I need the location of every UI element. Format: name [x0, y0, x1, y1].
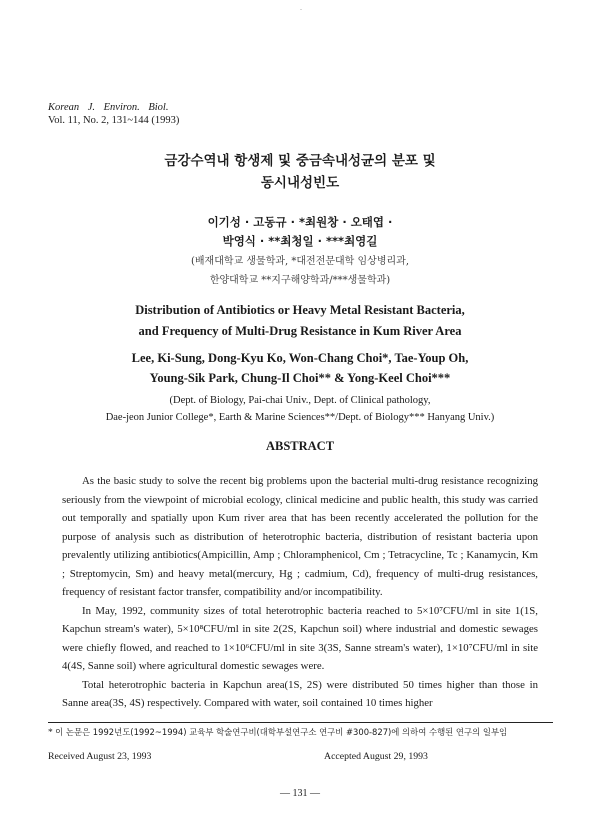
abstract-paragraph-2: In May, 1992, community sizes of total heterotrophic bacteria reached to 5×10⁷CFU/ml in site 1(1S, Kapchun stream's water), 5×10⁸CFU/ml in site 2(2S, Kapchun soil) where industrial and domestic sewages were chiefly flowed, and reached to 1×10⁶CFU/ml in site 3(3S, Sanne stream's water), 1×10⁷CFU/ml in site 4(4S, Sanne soil) where agricultural domestic sewages were.	[62, 604, 538, 672]
korean-title-line-2: 동시내성빈도	[260, 175, 340, 191]
footnote-text: 이 논문은 1992년도(1992~1994) 교육부 학술연구비(대학부설연구소 연구비 #300-827)에 의하여 수행된 연구의 일부임	[55, 727, 508, 737]
english-title-line-2: and Frequency of Multi-Drug Resistance in Kum River Area	[138, 324, 462, 338]
abstract-paragraph-1: As the basic study to solve the recent big problems upon the bacterial multi-drug resistance recognizing seriously from the viewpoint of microbial ecology, clinical medicine and public health, this study was carried out temporally and spatially upon Kum river area that has been recently accelerated the pollution for the purpose of analysis such as distribution of heterotrophic bacteria, distribution of resistant bacteria upon prevalently utilizing antibiotics(Ampicillin, Amp ; Chloramphenicol, Cm ; Tetracycline, Tc ; Kanamycin, Km ; Streptomycin, Sm) and heavy metal(mercury, Hg ; cadmium, Cd), frequency of multi-drug resistances, frequency of resistant factor transfer, compatibility and/or incompatibility.	[62, 475, 538, 598]
english-title-line-1: Distribution of Antibiotics or Heavy Metal Resistant Bacteria,	[135, 303, 465, 317]
page-number: — 131 —	[280, 788, 320, 799]
abstract-paragraph-3: Total heterotrophic bacteria in Kapchun area(1S, 2S) were distributed 50 times higher than those in Sanne area(3S, 4S) respectively. Compared with water, soil contained 10 times higher	[62, 678, 538, 709]
journal-citation: Vol. 11, No. 2, 131~144 (1993)	[48, 115, 180, 126]
korean-authors-line-1: 이기성 · 고동규 · *최원창 · 오태엽 ·	[207, 215, 393, 229]
korean-title-line-1: 금강수역내 항생제 및 중금속내성균의 분포 및	[164, 153, 436, 169]
korean-title	[0, 150, 600, 194]
accepted-date: Accepted August 29, 1993	[324, 751, 428, 762]
english-authors	[0, 348, 600, 388]
english-affiliation-line-2: Dae-jeon Junior College*, Earth & Marine Sciences**/Dept. of Biology*** Hanyang Univ.)	[105, 412, 495, 423]
english-title	[0, 300, 600, 342]
abstract-heading: ABSTRACT	[265, 439, 335, 453]
english-affiliation-line-1: (Dept. of Biology, Pai-chai Univ., Dept. of Clinical pathology,	[169, 395, 431, 406]
english-authors-line-2: Young-Sik Park, Chung-Il Choi** & Yong-Keel Choi***	[149, 371, 451, 385]
journal-header	[48, 101, 179, 127]
journal-name: Korean J. Environ. Biol.	[48, 102, 169, 113]
footnote-divider	[48, 722, 553, 723]
english-authors-line-1: Lee, Ki-Sung, Dong-Kyu Ko, Won-Chang Choi*, Tae-Youp Oh,	[131, 351, 469, 365]
korean-authors	[0, 213, 600, 251]
abstract-body	[62, 472, 538, 713]
footnote-marker: *	[48, 728, 53, 738]
korean-affiliations	[0, 252, 600, 290]
korean-affiliation-line-2: 한양대학교 **지구해양학과/***생물학과)	[209, 275, 391, 286]
english-affiliations	[0, 392, 600, 426]
korean-authors-line-2: 박영식 · **최청일 · ***최영길	[222, 234, 378, 248]
korean-affiliation-line-1: (배재대학교 생물학과, *대전전문대학 임상병리과,	[191, 256, 409, 267]
top-mark: .	[300, 3, 302, 12]
funding-footnote	[48, 726, 556, 739]
received-date: Received August 23, 1993	[48, 751, 152, 762]
